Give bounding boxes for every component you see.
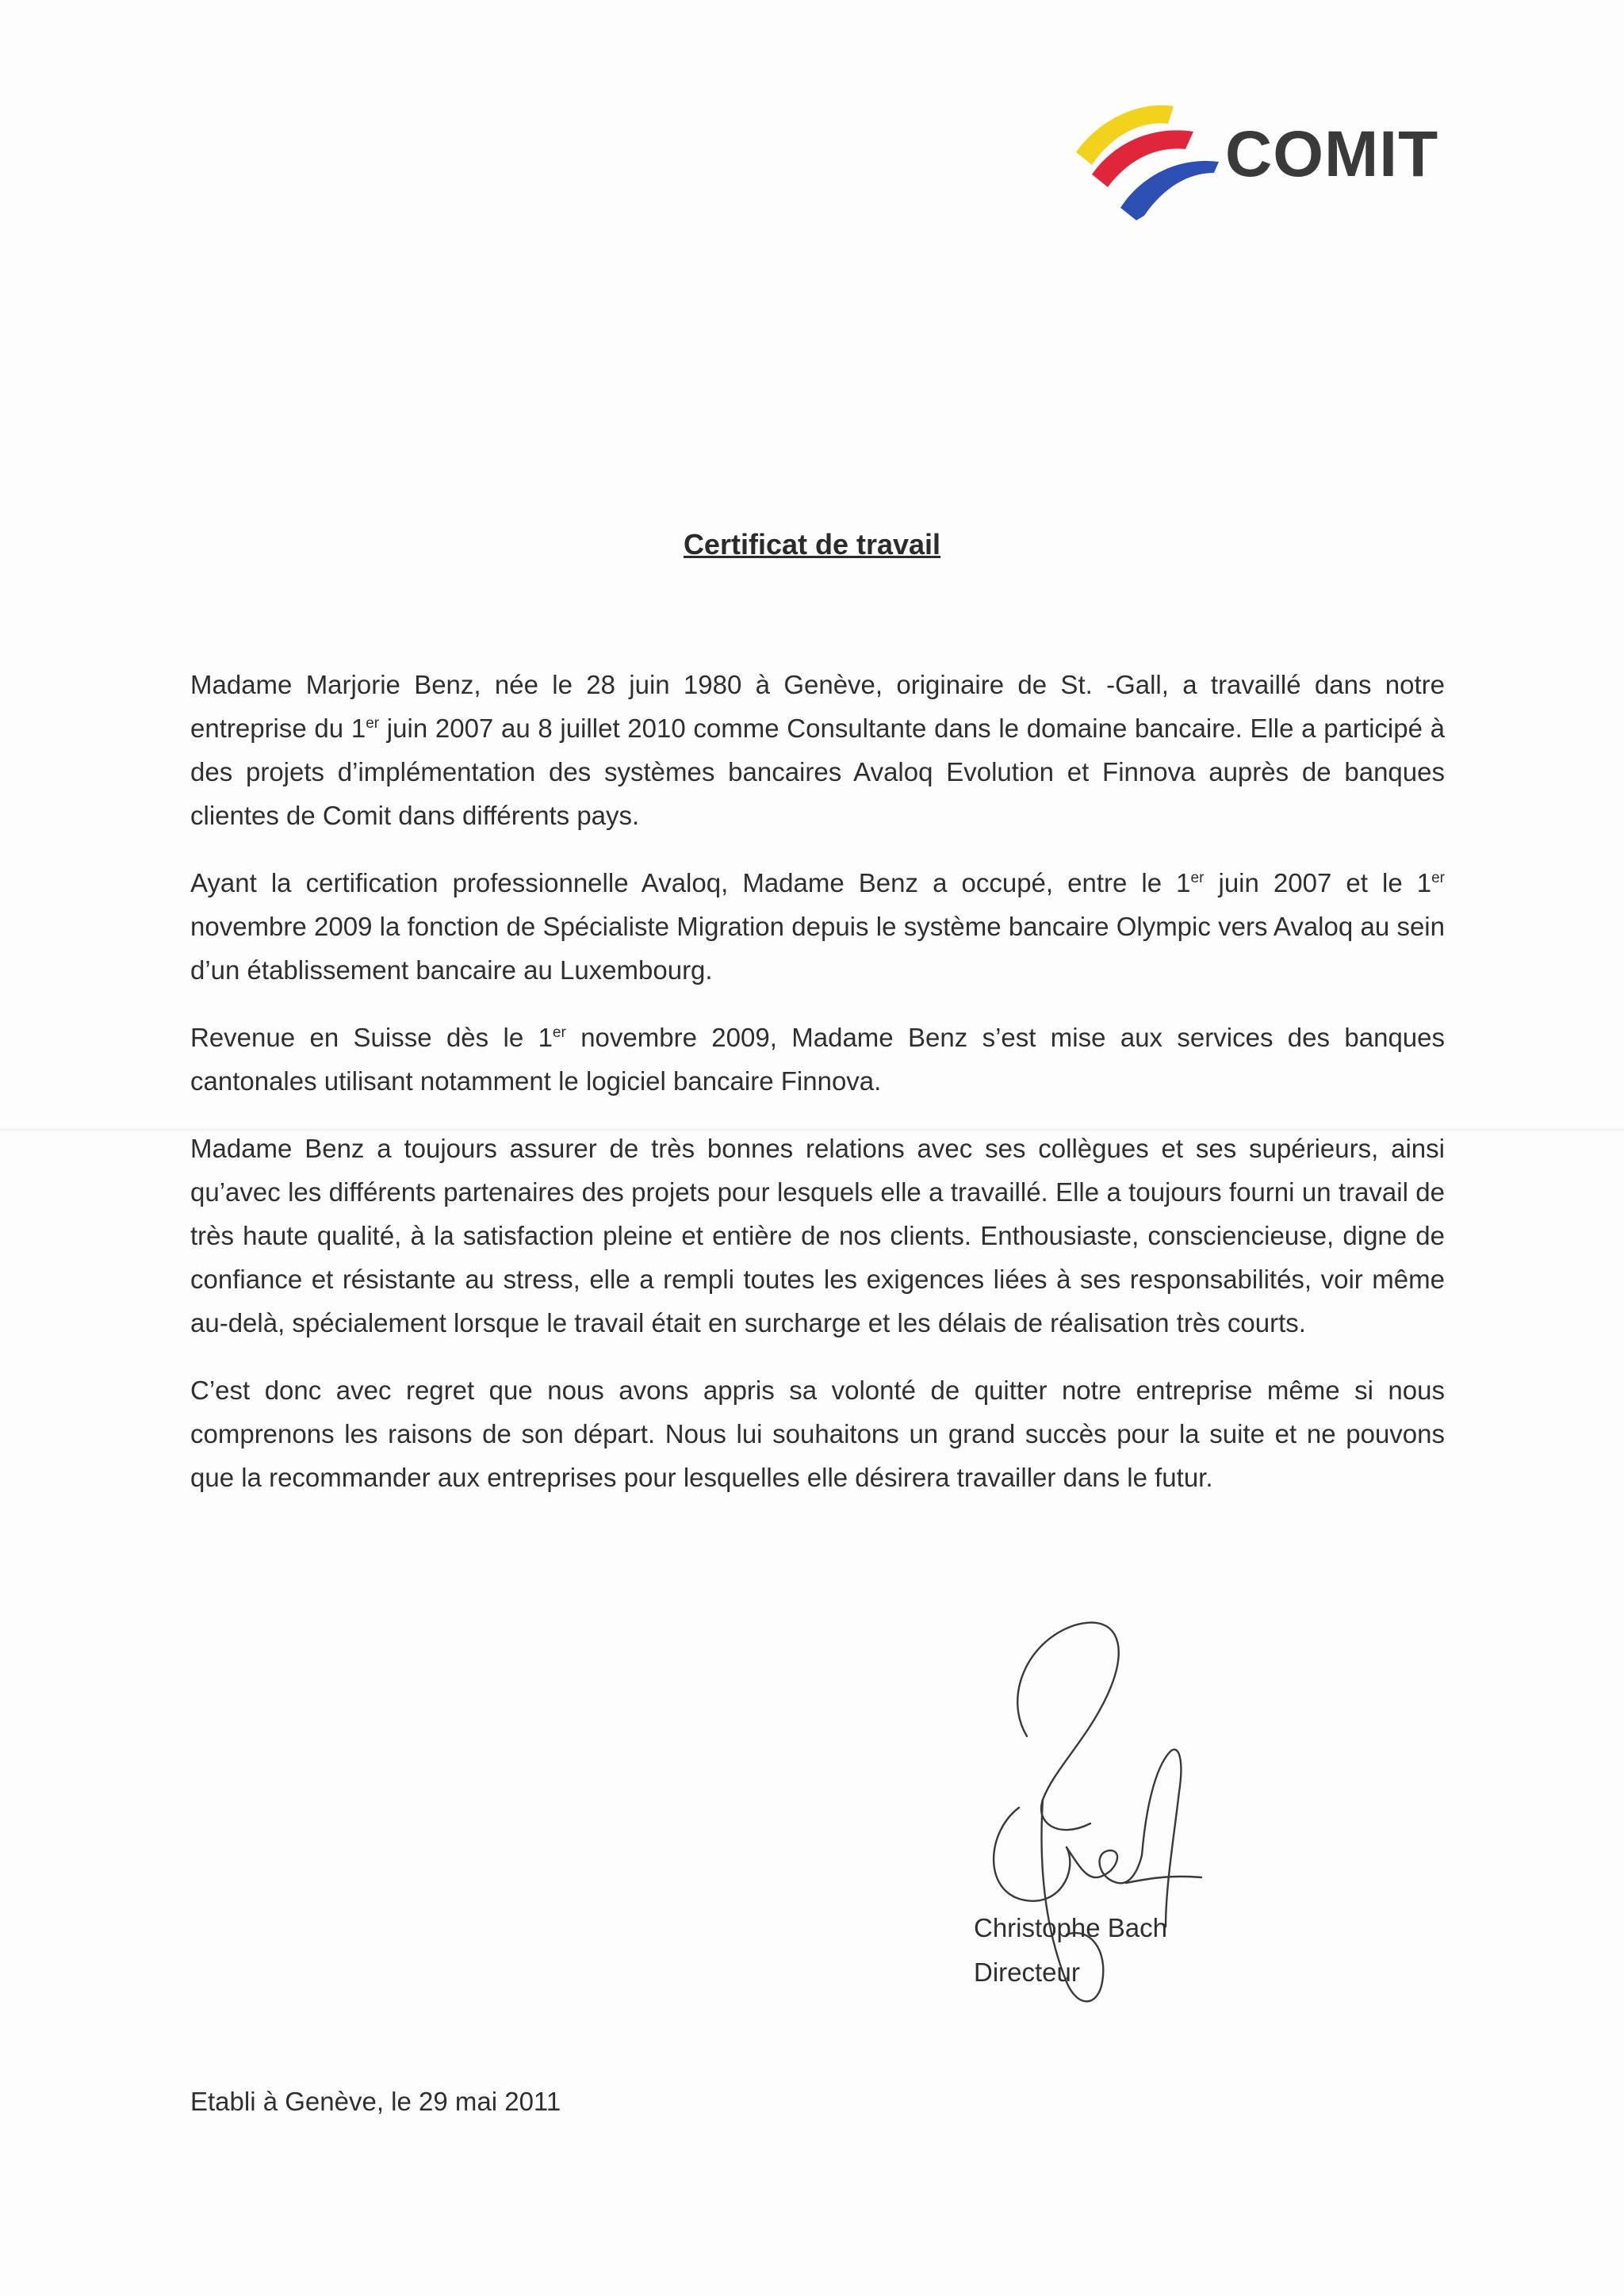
paragraph-2: Ayant la certification professionnelle Avaloq, Madame Benz a occupé, entre le 1er juin 2007 et le 1er novembre 2009 la fonction de Spécialiste Migration depuis le système bancaire Olympic vers Avaloq au sein d’un établissement bancaire au Luxembourg. [190,868,1445,985]
letter-body [190,663,1445,1523]
signatory-block [974,1906,1167,1995]
paragraph-4: Madame Benz a toujours assurer de très bonnes relations avec ses collègues et ses supérieurs, ainsi qu’avec les différents partenaires des projets pour lesquels elle a travaillé. Elle a toujours fourni un travail de très haute qualité, à la satisfaction pleine et entière de nos clients. Enthousiaste, consciencieuse, digne de confiance et résistante au stress, elle a rempli toutes les exigences liées à ses responsabilités, voir même au-delà, spécialement lorsque le travail était en surcharge et les délais de réalisation très courts. [190,1134,1445,1337]
signatory-name: Christophe Bach [974,1913,1167,1942]
company-name: COMIT [1225,118,1439,190]
signatory-role: Directeur [974,1957,1080,1987]
place-and-date: Etabli à Genève, le 29 mai 2011 [190,2087,561,2116]
company-logo [1074,97,1439,224]
paragraph-5: C’est donc avec regret que nous avons appris sa volonté de quitter notre entreprise même si nous comprenons les raisons de son départ. Nous lui souhaitons un grand succès pour la suite et ne pouvons que la recommander aux entreprises pour lesquelles elle désirera travailler dans le futur. [190,1376,1445,1492]
paragraph-1: Madame Marjorie Benz, née le 28 juin 1980 à Genève, originaire de St. -Gall, a travaillé dans notre entreprise du 1er juin 2007 au 8 juillet 2010 comme Consultante dans le domaine bancaire. Elle a participé à des projets d’implémentation des systèmes bancaires Avaloq Evolution et Finnova auprès de banques clientes de Comit dans différents pays. [190,670,1445,830]
document-title: Certificat de travail [683,528,941,561]
paragraph-3: Revenue en Suisse dès le 1er novembre 2009, Madame Benz s’est mise aux services des banques cantonales utilisant notamment le logiciel bancaire Finnova. [190,1023,1445,1096]
comit-logo-icon [1074,97,1233,224]
logo-blue-stripe [1120,161,1219,220]
